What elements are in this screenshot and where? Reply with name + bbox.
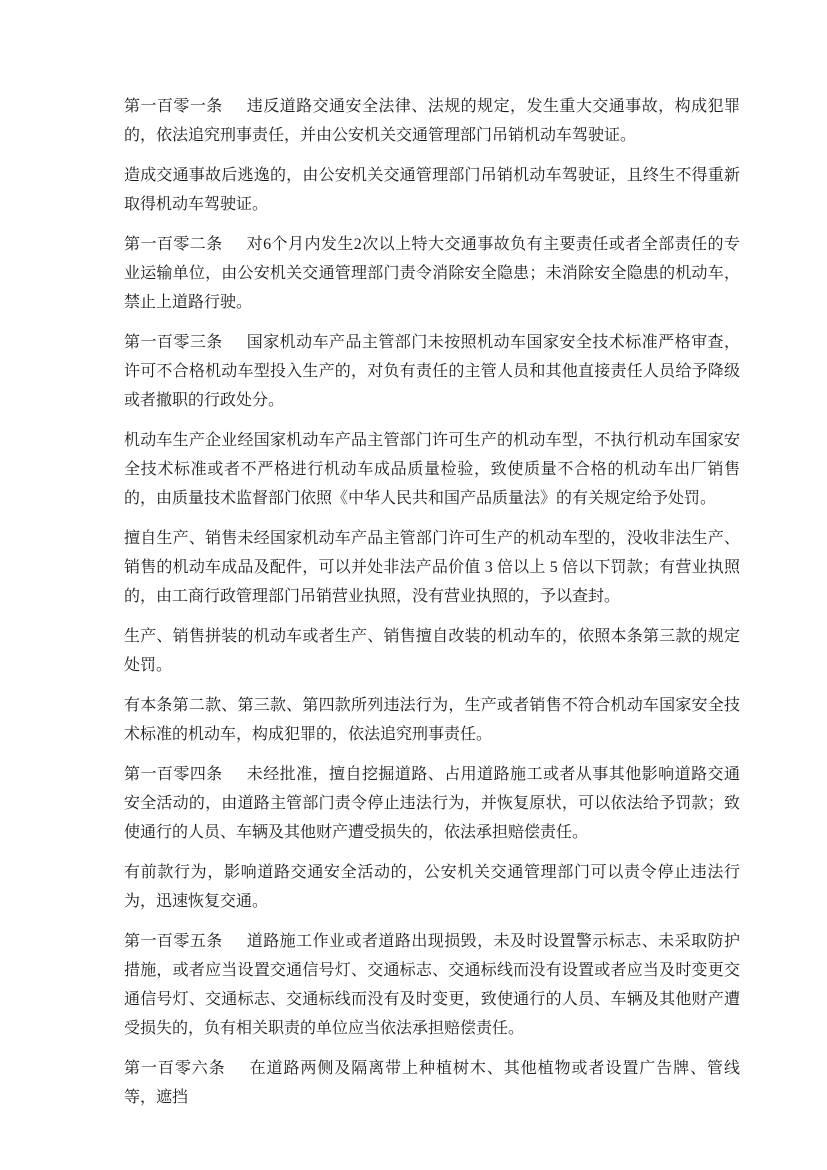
law-paragraph: [124, 760, 740, 847]
paragraph-text: 道路施工作业或者道路出现损毁，未及时设置警示标志、未采取防护措施，或者应当设置交通信号灯、交通标志、交通标线而没有设置或者应当及时变更交通信号灯、交通标志、交通标线而没有及时变更，致使通行的人员、车辆及其他财产遭受损失的，负有相关职责的单位应当依法承担赔偿责任。: [124, 933, 740, 1037]
law-paragraph: [124, 622, 740, 680]
article-number: 第一百零六条: [124, 1060, 226, 1077]
paragraph-text: 生产、销售拼装的机动车或者生产、销售擅自改装的机动车的，依照本条第三款的规定处罚。: [124, 628, 740, 674]
paragraph-text: 国家机动车产品主管部门未按照机动车国家安全技术标准严格审查，许可不合格机动车型投入生产的，对负有责任的主管人员和其他直接责任人员给予降级或者撤职的行政处分。: [124, 334, 740, 409]
paragraph-text: 有本条第二款、第三款、第四款所列违法行为，生产或者销售不符合机动车国家安全技术标准的机动车，构成犯罪的，依法追究刑事责任。: [124, 697, 740, 743]
law-paragraph: [124, 161, 740, 219]
law-paragraph: [124, 230, 740, 317]
law-paragraph: [124, 426, 740, 513]
law-paragraph: [124, 524, 740, 611]
paragraph-text: 违反道路交通安全法律、法规的规定，发生重大交通事故，构成犯罪的，依法追究刑事责任，并由公安机关交通管理部门吊销机动车驾驶证。: [124, 98, 740, 144]
paragraph-text: 在道路两侧及隔离带上种植树木、其他植物或者设置广告牌、管线等，遮挡: [124, 1060, 740, 1106]
law-paragraph: [124, 328, 740, 415]
law-paragraph: [124, 858, 740, 916]
article-number: 第一百零五条: [124, 933, 223, 950]
law-paragraph: [124, 92, 740, 150]
article-number: 第一百零四条: [124, 766, 223, 783]
article-number: 第一百零三条: [124, 334, 223, 351]
law-paragraph: [124, 691, 740, 749]
paragraph-text: 造成交通事故后逃逸的，由公安机关交通管理部门吊销机动车驾驶证，且终生不得重新取得机动车驾驶证。: [124, 167, 740, 213]
paragraph-text: 对6个月内发生2次以上特大交通事故负有主要责任或者全部责任的专业运输单位，由公安机关交通管理部门责令消除安全隐患；未消除安全隐患的机动车，禁止上道路行驶。: [124, 236, 740, 311]
paragraph-text: 未经批准，擅自挖掘道路、占用道路施工或者从事其他影响道路交通安全活动的，由道路主管部门责令停止违法行为，并恢复原状，可以依法给予罚款；致使通行的人员、车辆及其他财产遭受损失的，依法承担赔偿责任。: [124, 766, 740, 841]
paragraph-text: 机动车生产企业经国家机动车产品主管部门许可生产的机动车型，不执行机动车国家安全技术标准或者不严格进行机动车成品质量检验，致使质量不合格的机动车出厂销售的，由质量技术监督部门依照《中华人民共和国产品质量法》的有关规定给予处罚。: [124, 432, 740, 507]
paragraph-text: 擅自生产、销售未经国家机动车产品主管部门许可生产的机动车型的，没收非法生产、销售的机动车成品及配件，可以并处非法产品价值 3 倍以上 5 倍以下罚款；有营业执照的，由工商行政管理部门吊销营业执照，没有营业执照的，予以查封。: [124, 530, 740, 605]
law-paragraph: [124, 1054, 740, 1112]
article-number: 第一百零二条: [124, 236, 223, 253]
law-paragraph: [124, 927, 740, 1043]
paragraph-text: 有前款行为，影响道路交通安全活动的，公安机关交通管理部门可以责令停止违法行为，迅速恢复交通。: [124, 864, 740, 910]
document-text-block: [124, 92, 740, 1123]
article-number: 第一百零一条: [124, 98, 223, 115]
